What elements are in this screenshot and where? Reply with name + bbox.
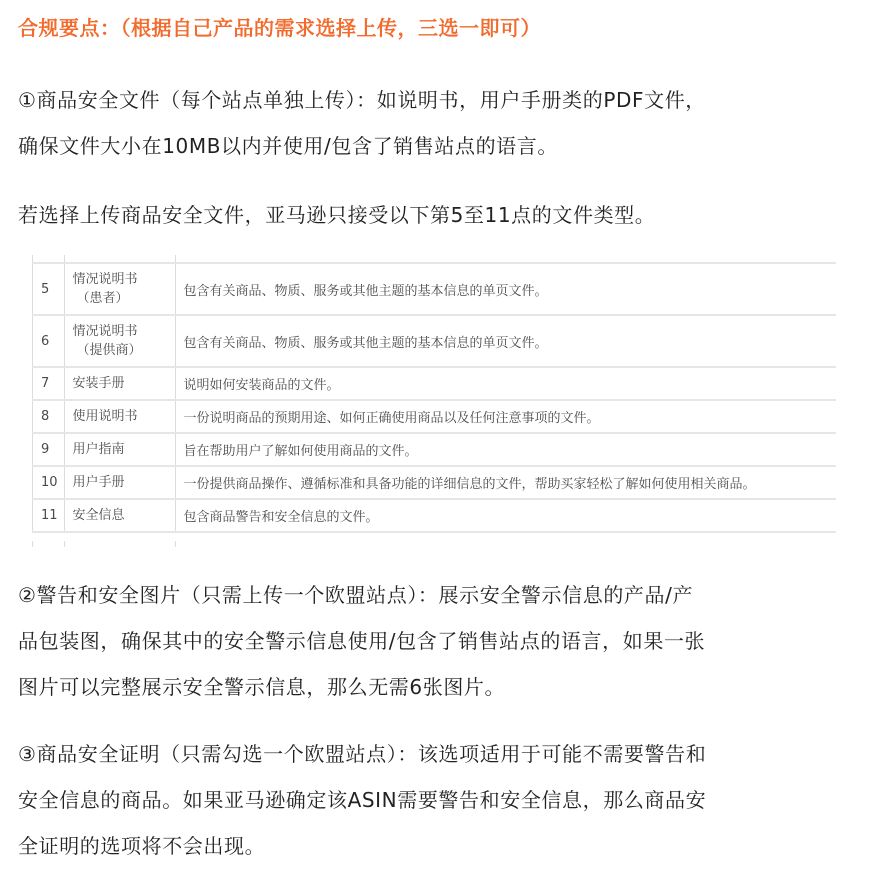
file-type-name: 安全信息 <box>64 499 175 532</box>
file-types-table <box>32 262 836 533</box>
table-row <box>33 315 837 367</box>
paragraph-line: 安全信息的商品。如果亚马逊确定该ASIN需要警告和安全信息，那么商品安 <box>18 788 707 812</box>
table-row <box>33 367 837 400</box>
file-type-name: 安装手册 <box>64 367 175 400</box>
file-type-description: 一份提供商品操作、遵循标准和具备功能的详细信息的文件，帮助买家轻松了解如何使用相关商品。 <box>175 466 836 499</box>
row-number: 7 <box>33 367 65 400</box>
file-type-description: 旨在帮助用户了解如何使用商品的文件。 <box>175 433 836 466</box>
row-number: 5 <box>33 263 65 315</box>
table-row <box>33 263 837 315</box>
file-type-description: 包含有关商品、物质、服务或其他主题的基本信息的单页文件。 <box>175 315 836 367</box>
file-type-name: 使用说明书 <box>64 400 175 433</box>
table-bottom-edge <box>32 541 175 547</box>
file-type-description: 一份说明商品的预期用途、如何正确使用商品以及任何注意事项的文件。 <box>175 400 836 433</box>
paragraph-line: 若选择上传商品安全文件，亚马逊只接受以下第5至11点的文件类型。 <box>18 203 656 227</box>
file-type-qualifier: （提供商） <box>76 343 142 358</box>
table-row <box>33 433 837 466</box>
section-file-type-note <box>18 192 863 238</box>
file-type-description: 说明如何安装商品的文件。 <box>175 367 836 400</box>
row-number: 9 <box>33 433 65 466</box>
file-type-name: 用户手册 <box>64 466 175 499</box>
paragraph-line: ②警告和安全图片（只需上传一个欧盟站点）：展示安全警示信息的产品/产 <box>18 583 694 607</box>
paragraph-line: ③商品安全证明（只需勾选一个欧盟站点）：该选项适用于可能不需要警告和 <box>18 742 707 766</box>
file-type-name: 情况说明书 <box>72 324 138 339</box>
file-type-name: 情况说明书 <box>72 272 138 287</box>
divider <box>32 541 33 547</box>
row-number: 8 <box>33 400 65 433</box>
row-number: 6 <box>33 315 65 367</box>
paragraph-line: 品包装图，确保其中的安全警示信息使用/包含了销售站点的语言，如果一张 <box>18 629 706 653</box>
compliance-heading: 合规要点：（根据自己产品的需求选择上传，三选一即可） <box>18 16 541 40</box>
file-type-description: 包含商品警告和安全信息的文件。 <box>175 499 836 532</box>
paragraph-line: ①商品安全文件（每个站点单独上传）：如说明书，用户手册类的PDF文件， <box>18 88 706 112</box>
paragraph-line: 全证明的选项将不会出现。 <box>18 834 266 858</box>
file-type-cell <box>64 315 175 367</box>
divider <box>64 541 65 547</box>
divider <box>175 541 176 547</box>
file-type-name: 用户指南 <box>64 433 175 466</box>
paragraph-line: 确保文件大小在10MB以内并使用/包含了销售站点的语言。 <box>18 134 558 158</box>
paragraph-line: 图片可以完整展示安全警示信息，那么无需6张图片。 <box>18 675 506 699</box>
file-type-description: 包含有关商品、物质、服务或其他主题的基本信息的单页文件。 <box>175 263 836 315</box>
file-type-qualifier: （患者） <box>76 291 129 306</box>
row-number: 10 <box>33 466 65 499</box>
section-product-safety-document <box>18 77 863 169</box>
table-row <box>33 499 837 532</box>
row-number: 11 <box>33 499 65 532</box>
table-row <box>33 400 837 433</box>
table-row <box>33 466 837 499</box>
section-product-safety-attestation <box>18 731 863 869</box>
section-warning-safety-images <box>18 572 863 710</box>
file-type-cell <box>64 263 175 315</box>
